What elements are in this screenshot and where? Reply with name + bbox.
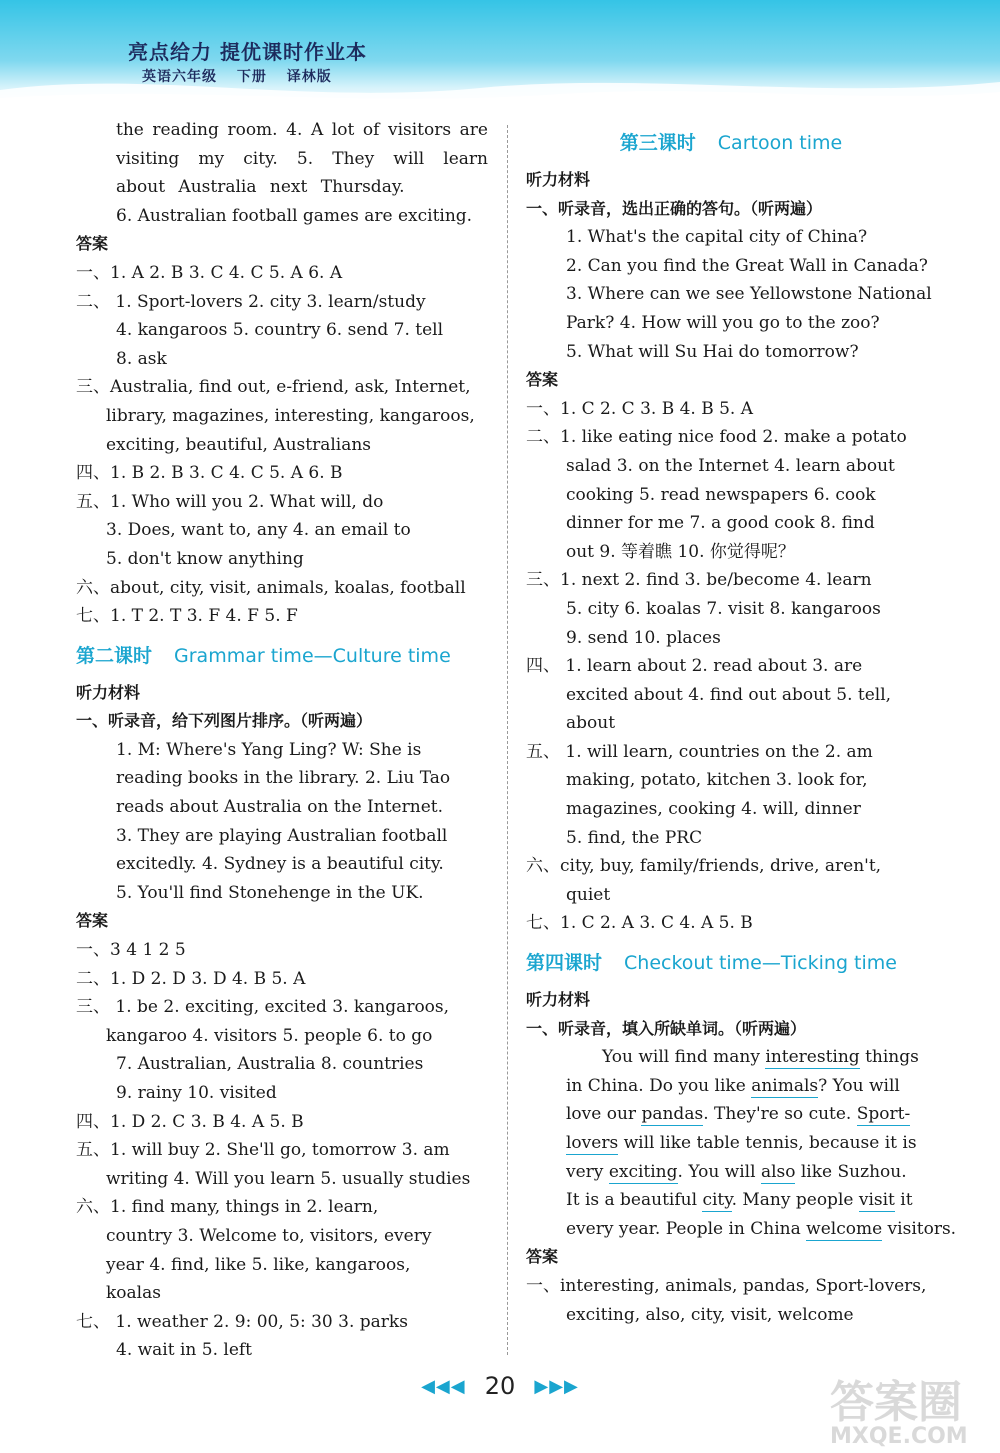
answer-line: exciting, also, city, visit, welcome [566, 1304, 854, 1325]
passage-text: . You will [677, 1161, 761, 1182]
blank-word: Sport- [856, 1104, 911, 1125]
answer-line: 5. don't know anything [106, 548, 304, 569]
answer-line: 8. ask [116, 348, 167, 369]
listening-script [526, 223, 936, 366]
answer-line: 五、 1. will learn, countries on the 2. am [526, 741, 873, 762]
page-number: 20 [484, 1372, 516, 1400]
answer-line: magazines, cooking 4. will, dinner [566, 799, 861, 820]
answer-line: 七、1. C 2. A 3. C 4. A 5. B [526, 913, 753, 934]
passage-text: It is a beautiful [566, 1190, 703, 1211]
listening-question: 一、听录音，给下列图片排序。（听两遍） [76, 711, 373, 731]
passage-line [566, 1215, 957, 1244]
answer-line: 4. kangaroos 5. country 6. send 7. tell [116, 320, 444, 341]
answer-line: 二、1. D 2. D 3. D 4. B 5. A [76, 968, 306, 989]
answer-line: koalas [106, 1283, 161, 1304]
answer-line: 六、1. find many, things in 2. learn, [76, 1197, 379, 1218]
answer-line: 七、1. T 2. T 3. F 4. F 5. F [76, 606, 298, 627]
lesson-2-en: Grammar time—Culture time [174, 644, 451, 667]
script-line: 3. They are playing Australian football [116, 825, 448, 846]
answers-label: 答案 [76, 911, 109, 931]
answer-line: 四、1. D 2. C 3. B 4. A 5. B [76, 1111, 304, 1132]
script-line: excitedly. 4. Sydney is a beautiful city. [116, 854, 444, 875]
listening-label: 听力材料 [76, 682, 141, 702]
lesson-3-heading [526, 128, 936, 158]
watermark-logo [830, 1377, 990, 1450]
answers-label: 答案 [526, 1247, 559, 1267]
answer-line: 一、1. C 2. C 3. B 4. B 5. A [526, 398, 754, 419]
answer-line: 三、 1. be 2. exciting, excited 3. kangaroos, [76, 997, 450, 1018]
left-arrows-icon: ◀◀◀ [421, 1375, 466, 1397]
answer-line: quiet [566, 884, 611, 905]
answer-line: library, magazines, interesting, kangaroos, [106, 405, 475, 426]
script-line: reading books in the library. 2. Liu Tao [116, 768, 451, 789]
answer-line: 一、3 4 1 2 5 [76, 940, 186, 961]
answer-line: 六、city, buy, family/friends, drive, aren't, [526, 856, 882, 877]
passage-text: every year. People in China [566, 1218, 807, 1239]
answer-line: 三、1. next 2. find 3. be/become 4. learn [526, 570, 872, 591]
blank-word: lovers [566, 1133, 619, 1153]
answer-line: excited about 4. find out about 5. tell, [566, 684, 892, 705]
watermark-url: MXQE.COM [830, 1424, 968, 1449]
passage-text: things [859, 1047, 919, 1068]
blank-word: also [760, 1161, 796, 1182]
column-divider [507, 125, 508, 1355]
answer-line: making, potato, kitchen 3. look for, [566, 770, 868, 791]
answer-line: 四、 1. learn about 2. read about 3. are [526, 656, 863, 677]
lesson-4-cn: 第四课时 [526, 952, 603, 975]
answer-line: 5. find, the PRC [566, 827, 703, 848]
answer-line: 七、 1. weather 2. 9: 00, 5: 30 3. parks [76, 1311, 408, 1332]
blank-word: interesting [765, 1047, 860, 1068]
answers-label: 答案 [526, 370, 559, 390]
text-line: 6. Australian football games are exciting. [116, 205, 473, 226]
listening-question: 一、听录音，选出正确的答句。（听两遍） [526, 198, 823, 218]
right-column [526, 116, 957, 1329]
answer-line: 7. Australian, Australia 8. countries [116, 1054, 424, 1075]
answer-line: 4. wait in 5. left [116, 1340, 253, 1361]
answer-line: writing 4. Will you learn 5. usually studies [106, 1168, 471, 1189]
answer-line: cooking 5. read newspapers 6. cook [566, 484, 876, 505]
passage-line [566, 1043, 936, 1072]
lesson-3-cn: 第三课时 [619, 132, 696, 154]
fill-in-passage [526, 1043, 957, 1243]
listening-question: 一、听录音，填入所缺单词。（听两遍） [526, 1018, 807, 1038]
passage-text: ? You will [818, 1075, 900, 1096]
script-line: Park? 4. How will you go to the zoo? [566, 312, 880, 333]
answer-line: 9. rainy 10. visited [116, 1083, 277, 1103]
answer-line: dinner for me 7. a good cook 8. find [566, 513, 875, 534]
answer-line: about [566, 713, 616, 734]
passage-line [566, 1129, 936, 1158]
script-line: 5. You'll find Stonehenge in the UK. [116, 882, 424, 903]
passage-text: like Suzhou. [795, 1161, 907, 1182]
blank-word: pandas [641, 1104, 704, 1125]
answer-line: kangaroo 4. visitors 5. people 6. to go [106, 1025, 433, 1046]
passage-text: . They're so cute. [703, 1104, 857, 1125]
blank-word: welcome [806, 1218, 883, 1239]
answer-line: 二、1. like eating nice food 2. make a potato [526, 427, 907, 448]
passage-line [566, 1158, 936, 1187]
answer-line: 一、1. A 2. B 3. C 4. C 5. A 6. A [76, 262, 343, 283]
lesson-4-heading [526, 948, 936, 978]
script-line: 1. What's the capital city of China? [566, 227, 868, 248]
script-line: 1. M: Where's Yang Ling? W: She is [116, 739, 422, 760]
passage-text: visitors. [882, 1218, 957, 1239]
passage-text: very [566, 1161, 609, 1182]
blank-word: city [702, 1190, 732, 1211]
passage-line [566, 1186, 936, 1215]
blank-word: animals [751, 1075, 819, 1096]
answer-line: 六、about, city, visit, animals, koalas, football [76, 577, 466, 598]
script-line: 2. Can you find the Great Wall in Canada? [566, 255, 928, 276]
page-header [0, 0, 1000, 110]
script-line: reads about Australia on the Internet. [116, 797, 443, 818]
text-line: visiting my city. 5. They will learn [116, 148, 488, 169]
answers-label: 答案 [76, 234, 109, 254]
text-line: about Australia next Thursday. [116, 177, 405, 198]
lesson-4-en: Checkout time—Ticking time [624, 952, 897, 975]
answer-line: country 3. Welcome to, visitors, every [106, 1225, 432, 1246]
passage-text: it [894, 1190, 913, 1211]
answer-line: 四、1. B 2. B 3. C 4. C 5. A 6. B [76, 463, 343, 484]
answer-line: 3. Does, want to, any 4. an email to [106, 520, 411, 541]
lesson-2-cn: 第二课时 [76, 644, 153, 667]
answer-line: out 9. 等着瞧 10. 你觉得呢？ [566, 541, 795, 562]
answer-line: 五、1. Who will you 2. What will, do [76, 491, 384, 512]
left-column [76, 116, 488, 1365]
text-line: the reading room. 4. A lot of visitors are [116, 120, 488, 140]
answer-line: exciting, beautiful, Australians [106, 434, 372, 455]
passage-text: You will find many [602, 1047, 766, 1068]
book-subtitle: 英语六年级 下册 译林版 [142, 69, 332, 85]
passage-text: will like table tennis, because it is [618, 1133, 917, 1153]
lesson-2-heading [76, 641, 488, 671]
listening-label: 听力材料 [526, 990, 591, 1010]
blank-word: visit [858, 1190, 895, 1211]
answer-line: 一、interesting, animals, pandas, Sport-lovers, [526, 1275, 927, 1296]
answer-line: year 4. find, like 5. like, kangaroos, [106, 1254, 411, 1275]
book-title: 亮点给力 提优课时作业本 [128, 40, 367, 64]
answer-line: 5. city 6. koalas 7. visit 8. kangaroos [566, 598, 881, 619]
right-arrows-icon: ▶▶▶ [534, 1375, 579, 1397]
lesson-3-en: Cartoon time [717, 132, 843, 154]
answer-line: 二、 1. Sport-lovers 2. city 3. learn/study [76, 291, 426, 312]
passage-line [566, 1072, 936, 1101]
script-line: 5. What will Su Hai do tomorrow? [566, 341, 859, 362]
passage-text: . Many people [731, 1190, 859, 1211]
blank-word: exciting [608, 1161, 678, 1182]
passage-text: in China. Do you like [566, 1075, 752, 1096]
watermark-text: 答案圈 [830, 1377, 962, 1428]
passage-text: love our [566, 1104, 642, 1125]
answer-line: salad 3. on the Internet 4. learn about [566, 455, 895, 476]
listening-label: 听力材料 [526, 170, 591, 189]
answer-line: 9. send 10. places [566, 627, 721, 648]
listening-script [76, 736, 488, 908]
script-line: 3. Where can we see Yellowstone National [566, 284, 932, 305]
answer-line: 三、Australia, find out, e-friend, ask, Internet, [76, 377, 471, 398]
passage-line [566, 1100, 936, 1129]
answer-line: 五、1. will buy 2. She'll go, tomorrow 3. am [76, 1140, 450, 1161]
intro-block [76, 116, 488, 230]
